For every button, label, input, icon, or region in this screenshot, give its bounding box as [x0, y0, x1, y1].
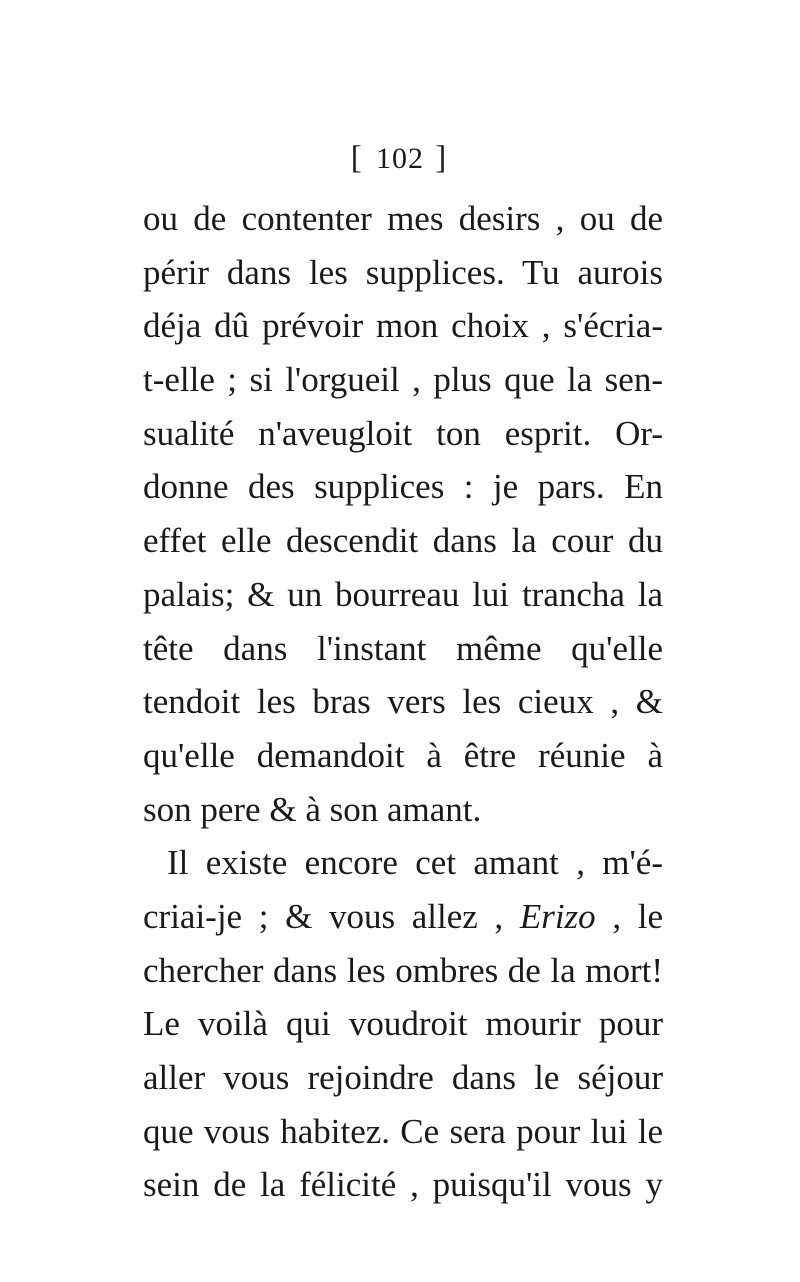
italic-name-erizo: Erizo	[519, 896, 596, 936]
page-number	[0, 140, 800, 177]
folio-number: 102	[376, 142, 424, 175]
text-line: tête dans l'instant même qu'elle	[143, 628, 663, 668]
text-line-with-italic-name	[143, 890, 663, 944]
folio-open-bracket: [	[350, 140, 365, 176]
text-segment: criai-je ; & vous allez ,	[143, 896, 520, 936]
text-line-paragraph-end: son pere & à son amant.	[143, 789, 482, 829]
text-line: t-elle ; si l'orgueil , plus que la sen-	[143, 360, 663, 400]
text-line: déja dû prévoir mon choix , s'écria-	[143, 306, 663, 346]
text-line: ou de contenter mes desirs , ou de	[143, 199, 663, 238]
text-line: palais; & un bourreau lui trancha la	[143, 574, 663, 614]
text-line: effet elle descendit dans la cour du	[143, 521, 663, 561]
text-line: que vous habitez. Ce sera pour lui le	[143, 1111, 663, 1151]
text-line-paragraph-start: Il existe encore cet amant , m'é-	[167, 843, 663, 883]
text-line: donne des supplices : je pars. En	[143, 467, 663, 507]
text-line: aller vous rejoindre dans le séjour	[143, 1058, 663, 1097]
text-segment: , le	[595, 896, 663, 936]
text-line: périr dans les supplices. Tu aurois	[143, 252, 663, 292]
text-line: sualité n'aveugloit ton esprit. Or-	[143, 413, 663, 453]
folio-close-bracket: ]	[435, 140, 450, 176]
text-line: sein de la félicité , puisqu'il vous y	[143, 1165, 663, 1205]
text-line: chercher dans les ombres de la mort!	[143, 950, 663, 990]
text-line: qu'elle demandoit à être réunie à	[143, 735, 663, 775]
body-text	[143, 192, 663, 1212]
text-line: Le voilà qui voudroit mourir pour	[143, 1004, 663, 1044]
text-line: tendoit les bras vers les cieux , &	[143, 682, 663, 722]
